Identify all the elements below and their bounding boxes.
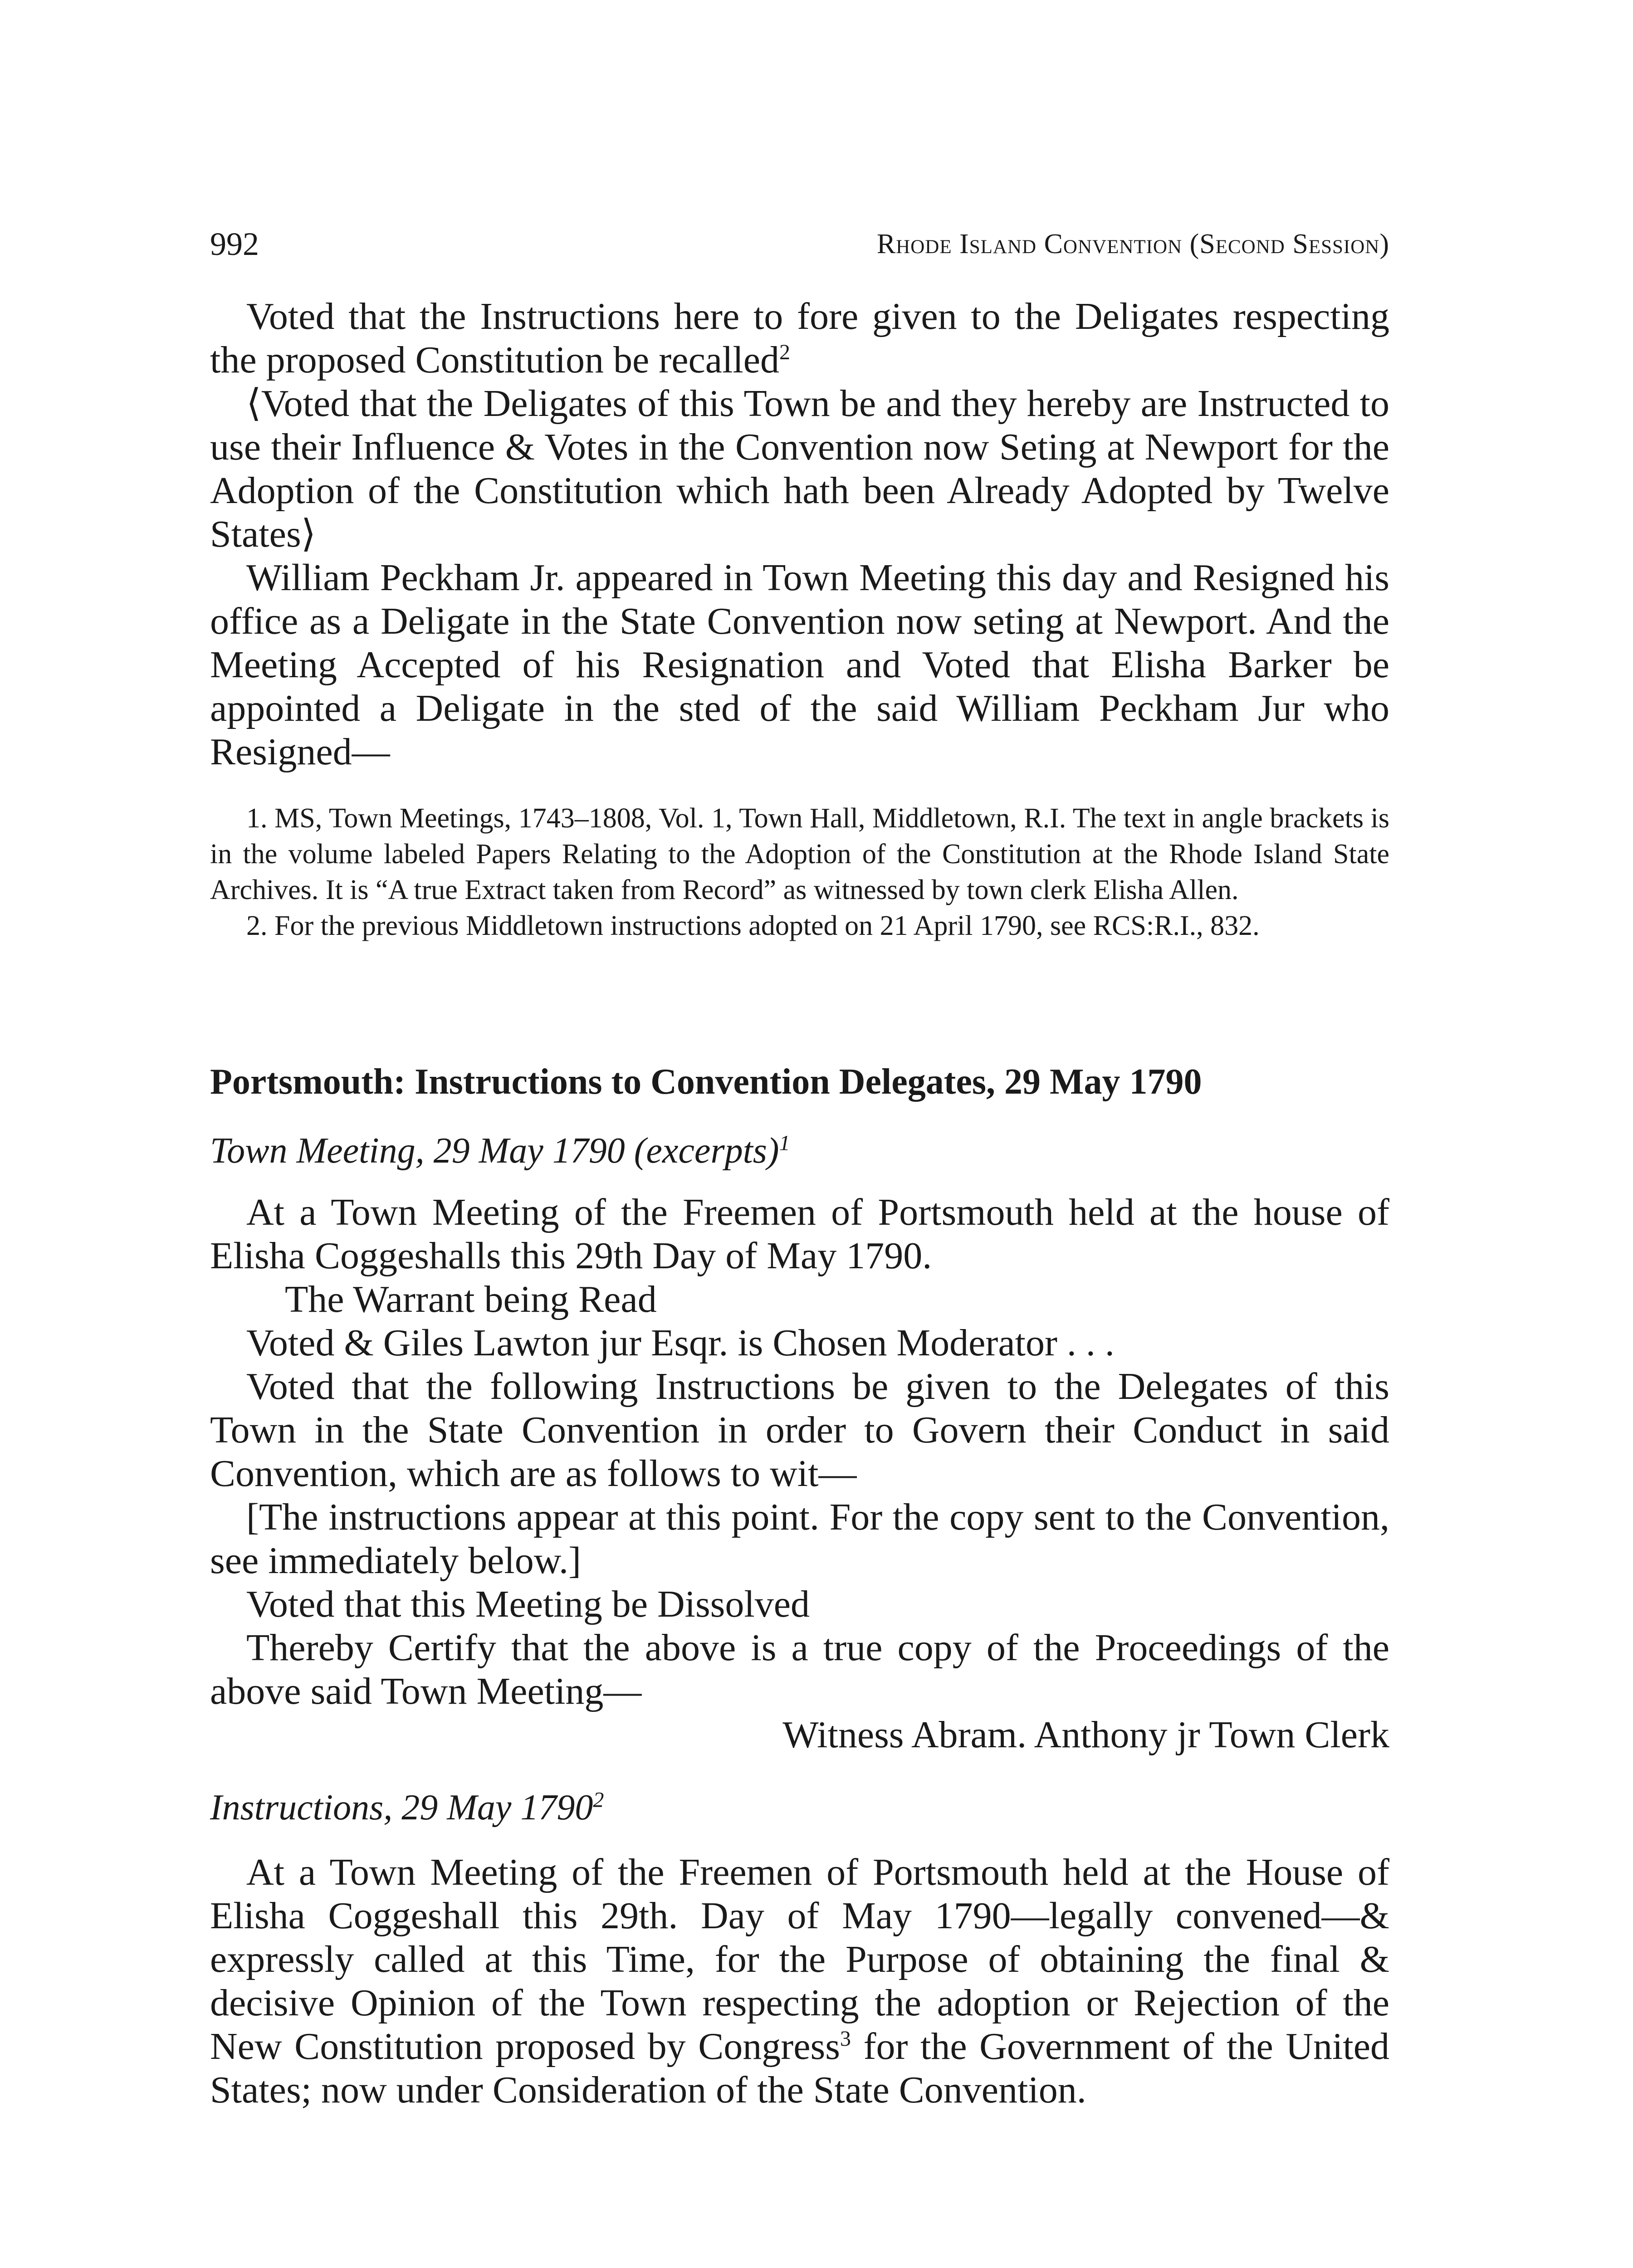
- subheading-text: Town Meeting, 29 May 1790 (excerpts): [210, 1131, 779, 1171]
- subsection-heading: [210, 1785, 1389, 1830]
- paragraph: Voted & Giles Lawton jur Esqr. is Chosen Moderator . . .: [246, 1322, 1115, 1364]
- subsection-heading: [210, 1128, 1389, 1173]
- middletown-text: [210, 295, 1389, 774]
- paragraph: ⟨Voted that the Deligates of this Town be and they hereby are Instructed to use their Influence & Votes in the Convention now Seting at Newport for the Adoption of the Constitution which hath been Already Adopted by Twelve States⟩: [210, 382, 1389, 555]
- instructions-subsection: [210, 1785, 1389, 1830]
- footnote-ref: 1: [779, 1131, 790, 1155]
- subheading-text: Instructions, 29 May 1790: [210, 1788, 593, 1828]
- section-heading: Portsmouth: Instructions to Convention Delegates, 29 May 1790: [210, 1062, 1202, 1102]
- paragraph: [210, 1851, 1389, 2112]
- portsmouth-minutes: [210, 1191, 1389, 1757]
- paragraph: Thereby Certify that the above is a true copy of the Proceedings of the above said Town Meeting—: [210, 1627, 1389, 1712]
- document-page: [210, 0, 1389, 2268]
- paragraph: At a Town Meeting of the Freemen of Portsmouth held at the house of Elisha Coggeshalls this 29th Day of May 1790.: [210, 1191, 1389, 1277]
- paragraph: William Peckham Jr. appeared in Town Meeting this day and Resigned his office as a Deligate in the State Convention now seting at Newport. And the Meeting Accepted of his Resignation and Voted that Elisha Barker be appointed a Deligate in the sted of the said William Peckham Jur who Resigned—: [210, 557, 1389, 773]
- footnotes: [210, 801, 1389, 944]
- running-title: Rhode Island Convention (Second Session): [876, 229, 1389, 259]
- paragraph-text: At a Town Meeting of the Freemen of Portsmouth held at the House of Elisha Coggeshall this 29th. Day of May 1790—legally convened—& expressly called at this Time, for the Purpose of obtaining the final & decisive Opinion of the Town respecting the adoption or Rejection of the New Constitution proposed by Congress: [210, 1851, 1389, 2068]
- paragraph: Voted that this Meeting be Dissolved: [246, 1583, 810, 1625]
- footnote-ref: 2: [593, 1788, 604, 1812]
- paragraph-text: Voted that the Instructions here to fore given to the Deligates respecting the proposed Constitution be recalled: [210, 295, 1389, 381]
- footnote-1: 1. MS, Town Meetings, 1743–1808, Vol. 1, Town Hall, Middletown, R.I. The text in angle brackets is in the volume labeled Papers Relating to the Adoption of the Constitution at the Rhode Island State Archives. It is “A true Extract taken from Record” as witnessed by town clerk Elisha Allen.: [210, 803, 1389, 905]
- paragraph-text: for the Government of the United States; now under Consideration of the State Convention.: [210, 2025, 1389, 2111]
- paragraph: The Warrant being Read: [285, 1278, 657, 1320]
- footnote-2: 2. For the previous Middletown instructions adopted on 21 April 1790, see RCS:R.I., 832.: [246, 910, 1260, 941]
- paragraph: [The instructions appear at this point. For the copy sent to the Convention, see immediately below.]: [210, 1496, 1389, 1582]
- footnote-ref: 2: [779, 340, 791, 364]
- paragraph: [210, 295, 1389, 382]
- footnote-ref: 3: [840, 2027, 851, 2051]
- portsmouth-section: [210, 1059, 1389, 1105]
- page-header: [210, 224, 1389, 264]
- page-number: 992: [210, 226, 259, 262]
- instructions-text: [210, 1851, 1389, 2112]
- portsmouth-subsection: [210, 1128, 1389, 1173]
- witness-line: Witness Abram. Anthony jr Town Clerk: [782, 1714, 1389, 1756]
- paragraph: Voted that the following Instructions be given to the Delegates of this Town in the State Convention in order to Govern their Conduct in said Convention, which are as follows to wit—: [210, 1365, 1389, 1495]
